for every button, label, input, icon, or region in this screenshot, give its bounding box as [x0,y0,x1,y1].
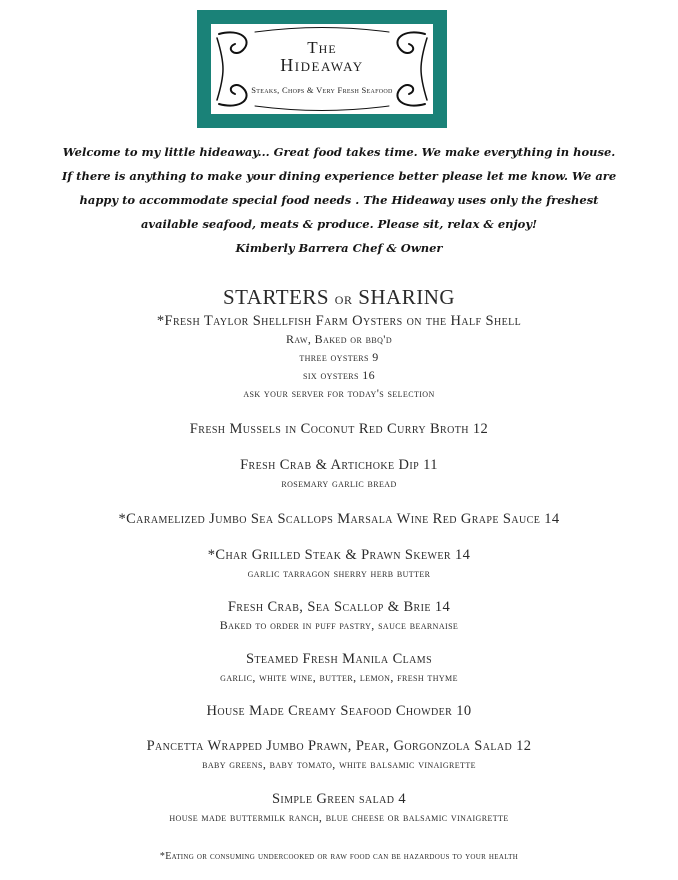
welcome-line: Welcome to my little hideaway... Great food takes time. We make everything in house. [62,145,616,159]
menu-item-note: Baked to order in puff pastry, sauce bearnaise [219,618,459,632]
welcome-message [20,140,658,260]
menu-item [0,790,678,826]
menu-item-name: Simple Green salad 4 [271,791,407,807]
menu-item-name: Fresh Mussels in Coconut Red Curry Broth 12 [189,421,489,437]
section-title [0,284,678,312]
section-title-starters: STARTERS [222,285,330,309]
menu-item-name: *Caramelized Jumbo Sea Scallops Marsala Wine Red Grape Sauce 14 [118,511,560,527]
menu-item [0,546,678,582]
menu-item-name: *Fresh Taylor Shellfish Farm Oysters on the Half Shell [156,313,522,329]
menu-item-name: House Made Creamy Seafood Chowder 10 [206,703,472,719]
menu-item [0,650,678,686]
section-title-sharing: SHARING [358,285,456,309]
menu-item-note: baby greens, baby tomato, white balsamic vinaigrette [202,757,476,771]
menu-section [0,284,678,826]
logo-tagline: Steaks, Chops & Very Fresh Seafood [251,85,393,95]
menu-items [0,312,678,826]
logo-name: Hideaway [280,55,364,75]
menu-item-name: *Char Grilled Steak & Prawn Skewer 14 [207,547,471,563]
menu-item [0,510,678,528]
menu-item-note: house made buttermilk ranch, blue cheese or balsamic vinaigrette [169,810,509,824]
menu-item [0,598,678,634]
welcome-line: available seafood, meats & produce. Please sit, relax & enjoy! [140,217,538,231]
menu-item [0,312,678,402]
menu-item-name: Fresh Crab & Artichoke Dip 11 [240,457,438,473]
menu-item-note: ask your server for today's selection [243,386,435,400]
health-disclaimer: *Eating or consuming undercooked or raw food can be hazardous to your health [159,851,519,862]
menu-item [0,420,678,438]
menu-item-note: six oysters 16 [302,368,376,382]
section-title-joiner: or [334,289,353,308]
menu-item-note: garlic tarragon sherry herb butter [247,566,431,580]
menu-item [0,737,678,773]
menu-item-name: Fresh Crab, Sea Scallop & Brie 14 [227,599,451,615]
logo-card [211,24,433,114]
logo [197,10,447,128]
menu-item-note: garlic, white wine, butter, lemon, fresh thyme [220,670,458,684]
menu-item-name: Pancetta Wrapped Jumbo Prawn, Pear, Gorgonzola Salad 12 [146,738,532,754]
welcome-line: If there is anything to make your dining experience better please let me know. We are [61,169,617,183]
menu-item-name: Steamed Fresh Manila Clams [245,651,433,667]
menu-item [0,456,678,492]
menu-item [0,702,678,720]
menu-item-note: rosemary garlic bread [281,476,397,490]
logo-the: The [307,38,337,57]
chef-signature: Kimberly Barrera Chef & Owner [235,241,443,255]
menu-item-note: three oysters 9 [299,350,379,364]
welcome-line: happy to accommodate special food needs . The Hideaway uses only the freshest [79,193,599,207]
menu-item-note: Raw, Baked or bbq'd [285,332,393,346]
